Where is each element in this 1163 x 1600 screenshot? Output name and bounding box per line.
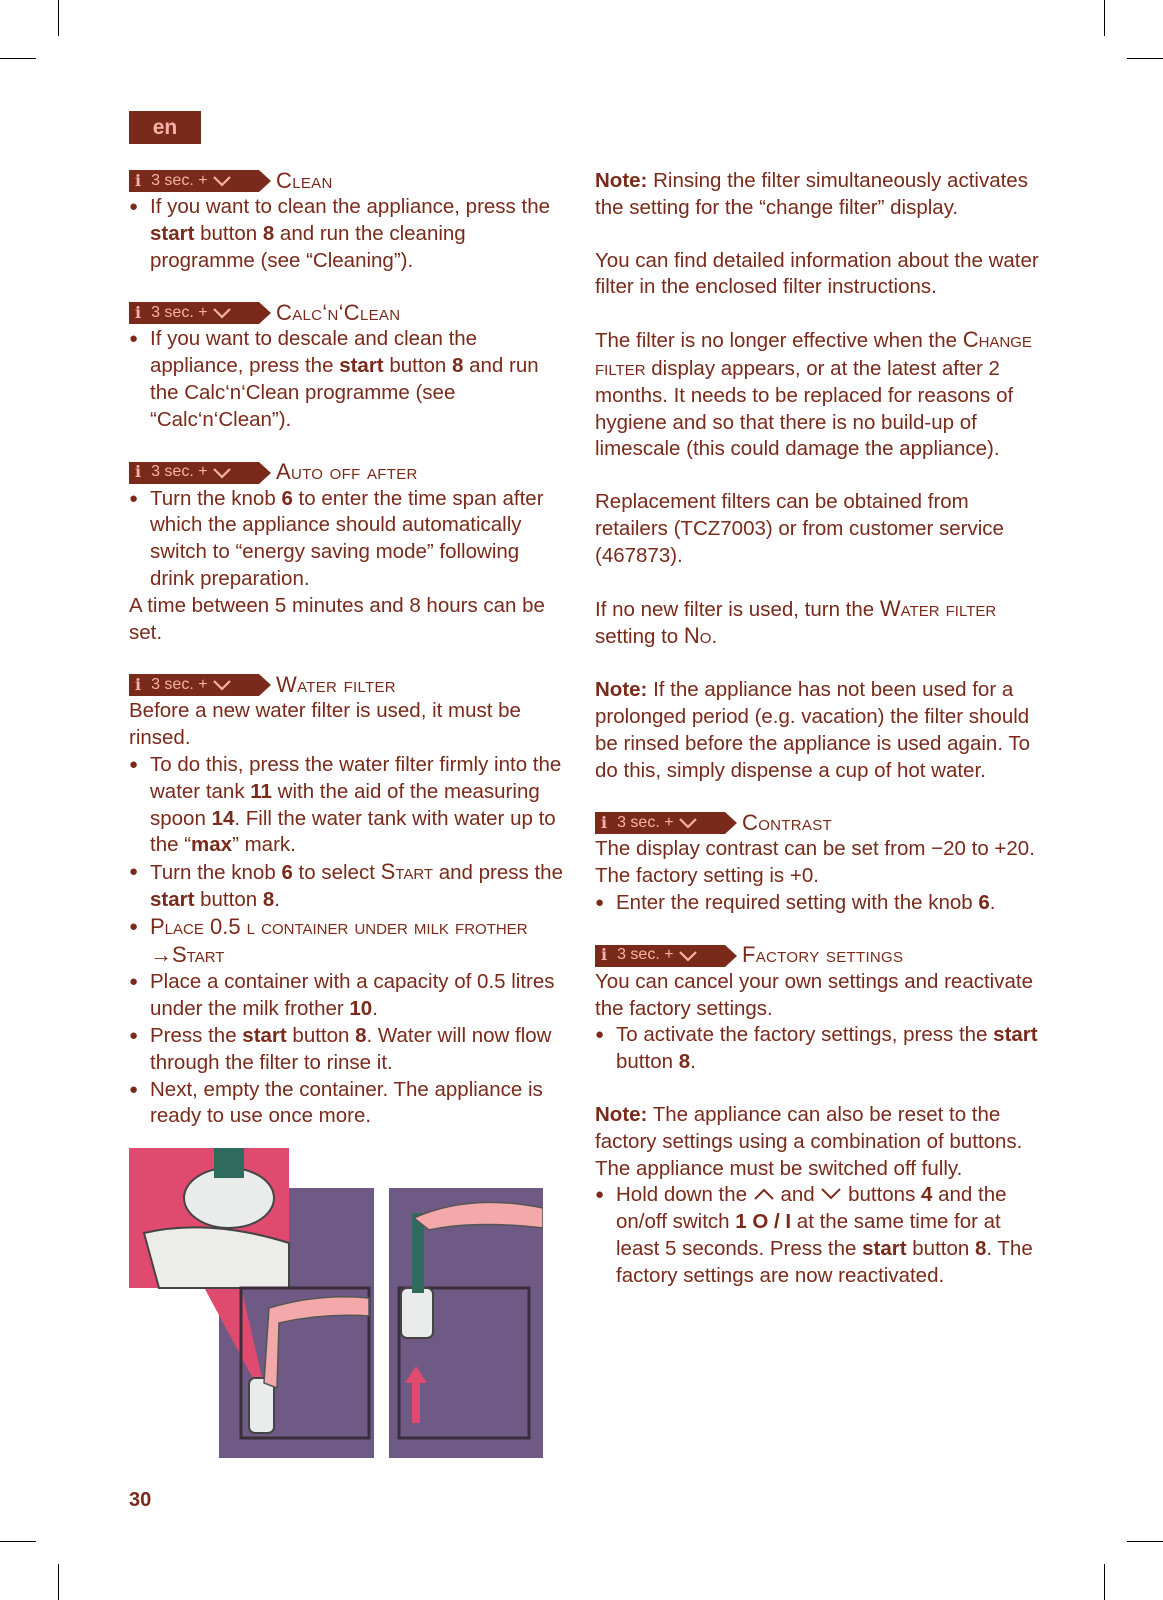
crop-mark [1127, 58, 1163, 59]
crop-mark [0, 58, 36, 59]
list-item: ● Turn the knob 6 to enter the time span after which the appliance should automatically switch to “energy saving mode” following drink preparation. [129, 486, 569, 593]
section-title: Factory settings [742, 942, 904, 968]
crop-mark [58, 0, 59, 36]
page-number: 30 [129, 1489, 152, 1511]
section-header-auto-off [129, 460, 569, 486]
list-item: ● Hold down the and buttons 4 and the on/off switch 1 O / I at the same time for at least 5 seconds. Press the start button 8. The factory settings are now reactivated. [595, 1182, 1045, 1289]
spoon-handle [214, 1148, 244, 1178]
section-title: Clean [276, 167, 333, 193]
list-item: ● Turn the knob 6 to select Start and press the start button 8. [129, 859, 569, 914]
bullet-list [129, 194, 569, 274]
chevron-down-icon [212, 466, 232, 480]
tank-rim [144, 1227, 289, 1288]
right-triangle-icon [259, 302, 271, 324]
list-item: ● If you want to clean the appliance, press the start button 8 and run the cleaning programme (see “Cleaning”). [129, 194, 569, 274]
crop-mark [1104, 0, 1105, 36]
paragraph: You can find detailed information about the water filter in the enclosed filter instructions. [595, 248, 1039, 299]
section-title: Water filter [276, 671, 396, 697]
paragraph: If no new filter is used, turn the Water filter setting to No. [595, 595, 997, 649]
bullet-list [129, 486, 569, 593]
bullet-list [595, 1022, 1045, 1076]
crop-mark [1104, 1564, 1105, 1600]
note: Note: Rinsing the filter simultaneously activates the setting for the “change filter” display. [595, 169, 1028, 219]
right-triangle-icon [259, 170, 271, 192]
menu-badge: i 3 sec. + [129, 674, 259, 696]
chevron-down-icon [212, 678, 232, 692]
section-header-contrast [595, 810, 1045, 836]
water-filter-illustration [129, 1148, 543, 1463]
list-item: ● If you want to descale and clean the appliance, press the start button 8 and run the Calc‘n‘Clean programme (see “Calc‘n‘Clean”). [129, 326, 569, 433]
paragraph: Before a new water filter is used, it must be rinsed. [129, 699, 521, 750]
menu-badge: i 3 sec. + [595, 812, 725, 834]
crop-mark [1127, 1541, 1163, 1542]
right-triangle-icon [259, 462, 271, 484]
crop-mark [0, 1541, 36, 1542]
list-item: ● To activate the factory settings, press the start button 8. [595, 1022, 1045, 1076]
language-tab: en [129, 111, 201, 144]
note: Note: The appliance can also be reset to the factory settings using a combination of buttons. The appliance must be switched off fully. [595, 1102, 1023, 1180]
section-title: Auto off after [276, 459, 418, 485]
chevron-down-icon [212, 174, 232, 188]
list-item: ● Place a container with a capacity of 0.5 litres under the milk frother 10. [129, 969, 569, 1023]
filter-right [401, 1288, 433, 1338]
chevron-up-icon [753, 1187, 775, 1201]
right-column [595, 168, 1045, 1290]
menu-badge: i 3 sec. + [129, 462, 259, 484]
right-triangle-icon [725, 945, 737, 967]
section-title: Calc‘n‘Clean [276, 300, 401, 325]
paragraph: A time between 5 minutes and 8 hours can be set. [129, 593, 545, 644]
menu-badge: i 3 sec. + [129, 302, 259, 324]
section-header-factory-settings [595, 943, 1045, 969]
bullet-list [595, 1182, 1045, 1289]
note: Note: If the appliance has not been used for a prolonged period (e.g. vacation) the filter should be rinsed before the appliance is used again. To do this, simply dispense a cup of hot water. [595, 678, 1030, 782]
chevron-down-icon [212, 306, 232, 320]
list-item: ● Enter the required setting with the knob 6. [595, 890, 1045, 917]
crop-mark [58, 1564, 59, 1600]
menu-badge: i 3 sec. + [129, 170, 259, 192]
section-header-calc-n-clean [129, 300, 569, 326]
bullet-list [595, 890, 1045, 917]
bullet-list [129, 752, 569, 1130]
left-column [129, 168, 569, 1130]
chevron-down-icon [678, 949, 698, 963]
chevron-down-icon [678, 816, 698, 830]
menu-badge: i 3 sec. + [595, 945, 725, 967]
section-header-clean [129, 168, 569, 194]
right-triangle-icon [259, 674, 271, 696]
list-item: ● Next, empty the container. The appliance is ready to use once more. [129, 1077, 569, 1131]
filter-left [249, 1378, 274, 1433]
list-item: ● To do this, press the water filter firmly into the water tank 11 with the aid of the measuring spoon 14. Fill the water tank with water up to the “max” mark. [129, 752, 569, 859]
bullet-list [129, 326, 569, 433]
paragraph: Replacement filters can be obtained from retailers (TCZ7003) or from customer service (467873). [595, 490, 1004, 567]
list-item: ● Place 0.5 l container under milk frother →Start [129, 914, 569, 970]
section-header-water-filter [129, 672, 569, 698]
paragraph: You can cancel your own settings and reactivate the factory settings. [595, 969, 1033, 1020]
right-triangle-icon [725, 812, 737, 834]
chevron-down-icon [820, 1187, 842, 1201]
paragraph: The filter is no longer effective when the Change filter display appears, or at the latest after 2 months. It needs to be replaced for reasons of hygiene and so that there is no build-up of limescale (this could damage the appliance). [595, 327, 1032, 461]
list-item: ● Press the start button 8. Water will now flow through the filter to rinse it. [129, 1023, 569, 1077]
paragraph: The display contrast can be set from −20 to +20. The factory setting is +0. [595, 837, 1035, 888]
section-title: Contrast [742, 809, 832, 835]
